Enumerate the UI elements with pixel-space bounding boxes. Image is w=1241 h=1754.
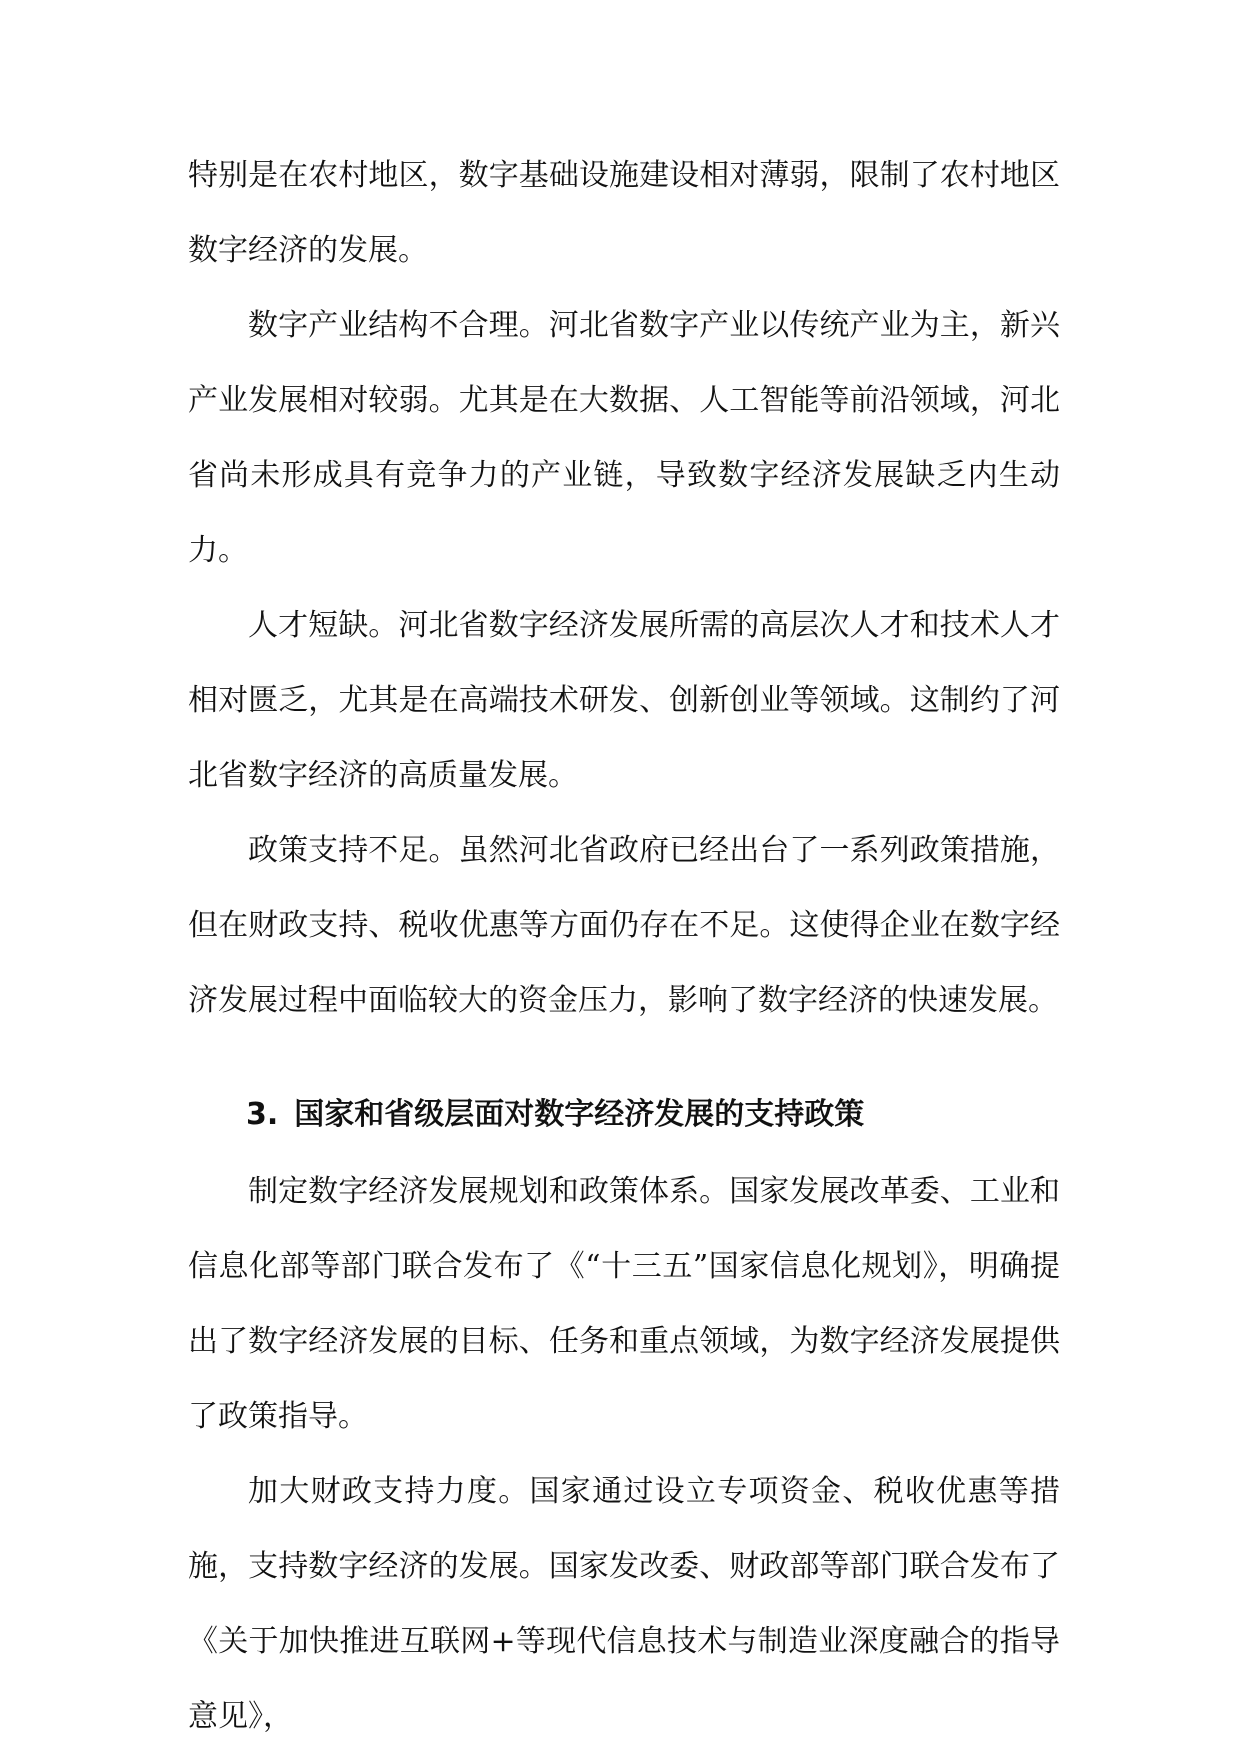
paragraph-policy-support: 政策支持不足。虽然河北省政府已经出台了一系列政策措施，但在财政支持、税收优惠等方面仍存在不足。这使得企业在数字经济发展过程中面临较大的资金压力，影响了数字经济的快速发展。 (188, 833, 1060, 1018)
section-title: 国家和省级层面对数字经济发展的支持政策 (294, 1097, 865, 1132)
section-number: 3. (246, 1097, 279, 1132)
paragraph-planning-system: 制定数字经济发展规划和政策体系。国家发展改革委、工业和信息化部等部门联合发布了《“十三五”国家信息化规划》，明确提出了数字经济发展的目标、任务和重点领域，为数字经济发展提供了政策指导。 (188, 1174, 1060, 1434)
paragraph-industry-structure: 数字产业结构不合理。河北省数字产业以传统产业为主，新兴产业发展相对较弱。尤其是在大数据、人工智能等前沿领域，河北省尚未形成具有竞争力的产业链，导致数字经济发展缺乏内生动力。 (188, 308, 1060, 568)
document-body (188, 138, 1060, 1754)
paragraph-rural-infrastructure: 特别是在农村地区，数字基础设施建设相对薄弱，限制了农村地区数字经济的发展。 (188, 158, 1060, 268)
paragraph-fiscal-support: 加大财政支持力度。国家通过设立专项资金、税收优惠等措施，支持数字经济的发展。国家发改委、财政部等部门联合发布了《关于加快推进互联网+等现代信息技术与制造业深度融合的指导意见》， (188, 1474, 1060, 1734)
paragraph-talent-shortage: 人才短缺。河北省数字经济发展所需的高层次人才和技术人才相对匮乏，尤其是在高端技术研发、创新创业等领域。这制约了河北省数字经济的高质量发展。 (188, 608, 1060, 793)
section-heading (188, 1076, 1060, 1154)
